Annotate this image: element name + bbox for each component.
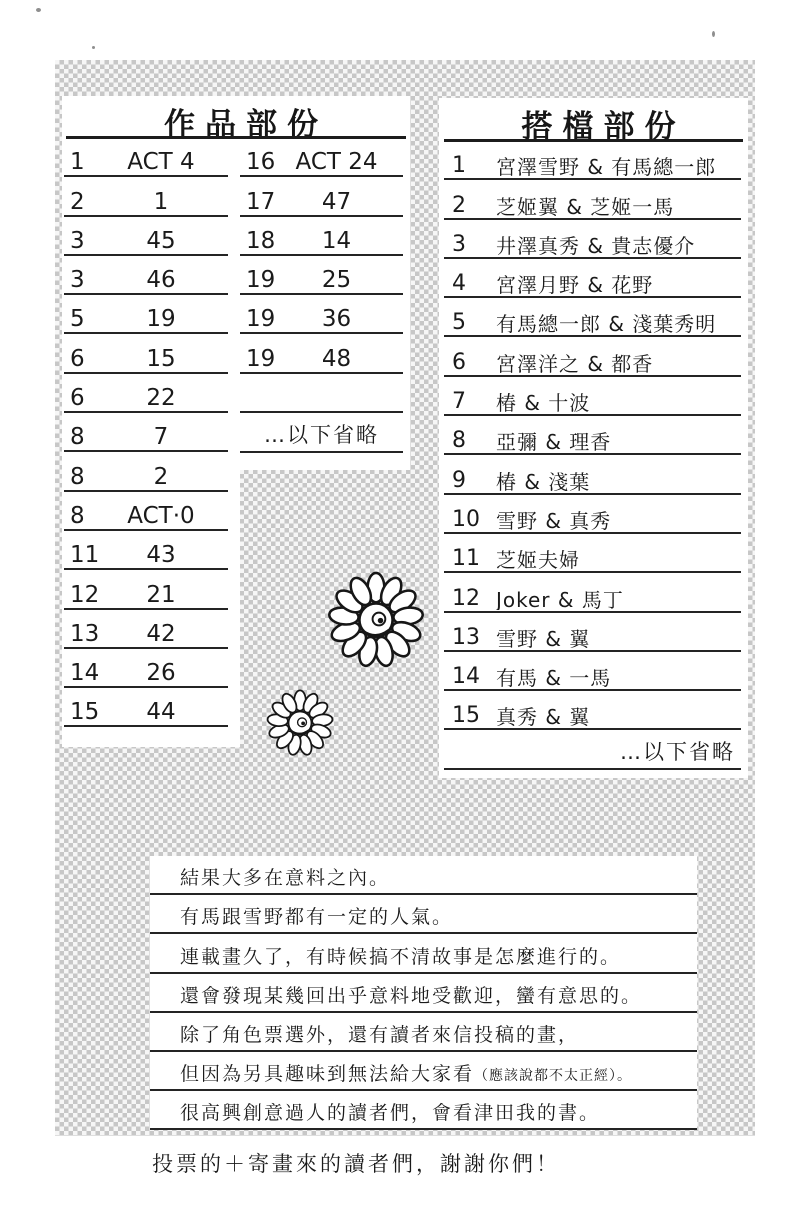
list-row xyxy=(64,295,228,334)
list-row xyxy=(444,377,741,416)
row-number: 19 xyxy=(246,267,276,294)
row-number: 2 xyxy=(70,188,85,215)
list-row xyxy=(64,570,228,609)
comment-text: 除了角色票選外，還有讀者來信投稿的畫， xyxy=(180,1023,580,1046)
comment-line xyxy=(150,1052,697,1091)
row-number: 8 xyxy=(452,428,466,454)
comment-text: 但因為另具趣味到無法給大家看 xyxy=(180,1063,475,1086)
row-value: 42 xyxy=(146,620,176,647)
row-value: ACT 4 xyxy=(127,149,195,176)
row-number: 8 xyxy=(70,424,85,451)
row-number: 3 xyxy=(70,267,85,294)
row-value: 椿 & 淺葉 xyxy=(496,471,591,492)
list-row xyxy=(240,138,403,177)
row-value: 有馬總一郎 & 淺葉秀明 xyxy=(496,314,717,335)
scan-speck xyxy=(92,46,95,49)
row-number: 12 xyxy=(70,581,100,608)
row-value: 7 xyxy=(153,424,169,451)
partners-omitted-note: …以下省略 xyxy=(444,731,741,770)
list-row xyxy=(444,573,741,612)
daisy-flower-doodle-small xyxy=(266,689,334,757)
comment-line xyxy=(150,974,697,1013)
list-row xyxy=(64,688,228,727)
row-value: 15 xyxy=(146,345,176,372)
row-value: 36 xyxy=(321,306,352,333)
list-row xyxy=(444,416,741,455)
row-value: 有馬 & 一馬 xyxy=(496,668,612,689)
list-row xyxy=(444,298,741,337)
row-number: 17 xyxy=(246,188,276,215)
list-row xyxy=(444,455,741,494)
row-number: 7 xyxy=(452,389,466,415)
list-row xyxy=(64,334,228,373)
partners-list xyxy=(444,141,741,730)
row-value: 宮澤洋之 & 都香 xyxy=(496,353,654,374)
row-value: 雪野 & 翼 xyxy=(496,628,591,649)
row-value: 宮澤月野 & 花野 xyxy=(496,275,654,296)
row-value: 25 xyxy=(321,267,352,294)
list-row xyxy=(240,177,403,216)
row-number: 6 xyxy=(70,385,85,412)
comment-line xyxy=(150,934,697,973)
row-value: 真秀 & 翼 xyxy=(496,707,591,728)
list-row xyxy=(64,492,228,531)
comment-text: 很高興創意過人的讀者們，會看津田我的書。 xyxy=(180,1102,601,1125)
list-row xyxy=(444,534,741,573)
footer-caption: 投票的＋寄畫來的讀者們，謝謝你們！ xyxy=(152,1152,560,1176)
list-row xyxy=(444,613,741,652)
list-row xyxy=(444,180,741,219)
list-row xyxy=(444,337,741,376)
list-row xyxy=(64,217,228,256)
row-number: 19 xyxy=(246,345,276,372)
row-value: 芝姬夫婦 xyxy=(496,550,580,571)
list-row xyxy=(444,141,741,180)
list-row xyxy=(64,452,228,491)
list-row xyxy=(240,256,403,295)
list-row xyxy=(444,495,741,534)
row-number: 19 xyxy=(246,306,276,333)
list-row xyxy=(64,649,228,688)
list-row xyxy=(444,652,741,691)
row-value: 雪野 & 真秀 xyxy=(496,510,612,531)
comment-text: 結果大多在意料之內。 xyxy=(180,867,391,890)
row-value: Joker & 馬丁 xyxy=(496,589,624,610)
row-value: ACT 24 xyxy=(295,149,378,176)
row-value: 26 xyxy=(146,660,176,687)
scan-speck xyxy=(712,31,715,37)
list-row xyxy=(64,177,228,216)
row-value: 46 xyxy=(146,267,176,294)
row-value: 45 xyxy=(146,227,176,254)
comment-line xyxy=(150,895,697,934)
row-value: 43 xyxy=(146,542,176,569)
list-row xyxy=(444,691,741,730)
row-value: 宮澤雪野 & 有馬總一郎 xyxy=(496,157,717,178)
row-value: 48 xyxy=(321,345,352,372)
comment-line xyxy=(150,856,697,895)
list-row xyxy=(64,413,228,452)
row-number: 15 xyxy=(70,699,100,726)
list-row xyxy=(64,138,228,177)
works-list-column-a xyxy=(64,138,228,727)
row-number: 10 xyxy=(452,506,480,532)
list-row xyxy=(444,259,741,298)
list-row xyxy=(64,531,228,570)
row-number: 3 xyxy=(452,231,466,257)
row-value: 19 xyxy=(146,306,176,333)
comment-text: 有馬跟雪野都有一定的人氣。 xyxy=(180,906,454,929)
works-list-column-b xyxy=(240,138,403,413)
row-value: ACT·0 xyxy=(127,502,195,529)
row-number: 11 xyxy=(70,542,100,569)
row-number: 11 xyxy=(452,546,480,572)
row-number: 1 xyxy=(70,149,85,176)
row-number: 18 xyxy=(246,227,276,254)
author-comments-block xyxy=(150,856,697,1130)
row-number: 14 xyxy=(70,660,100,687)
row-value: 44 xyxy=(146,699,176,726)
row-number: 15 xyxy=(452,703,480,729)
row-number: 12 xyxy=(452,585,480,611)
list-row xyxy=(444,220,741,259)
daisy-flower-doodle-large xyxy=(327,571,425,669)
list-row xyxy=(64,610,228,649)
row-value: 22 xyxy=(146,385,176,412)
row-number: 6 xyxy=(70,345,85,372)
list-row xyxy=(240,334,403,373)
row-value: 21 xyxy=(146,581,176,608)
row-number: 5 xyxy=(70,306,85,333)
row-number: 13 xyxy=(452,624,480,650)
comment-line xyxy=(150,1091,697,1130)
row-value: 14 xyxy=(321,227,352,254)
works-omitted-note: …以下省略 xyxy=(240,414,403,453)
list-row xyxy=(240,217,403,256)
partners-panel-title: 搭檔部份 xyxy=(521,109,686,145)
row-number: 2 xyxy=(452,192,466,218)
row-value: 1 xyxy=(153,188,169,215)
list-row xyxy=(240,295,403,334)
row-value: 椿 & 十波 xyxy=(496,393,591,414)
row-value: 47 xyxy=(321,188,352,215)
row-number: 3 xyxy=(70,227,85,254)
comment-text: 還會發現某幾回出乎意料地受歡迎，蠻有意思的。 xyxy=(180,984,643,1007)
row-number: 16 xyxy=(246,149,276,176)
list-row xyxy=(64,374,228,413)
list-row xyxy=(240,374,403,413)
row-number: 8 xyxy=(70,502,85,529)
comment-line xyxy=(150,1013,697,1052)
row-number: 4 xyxy=(452,271,466,297)
row-number: 8 xyxy=(70,463,85,490)
row-value: 2 xyxy=(153,463,169,490)
row-number: 5 xyxy=(452,310,466,336)
works-panel-title: 作品部份 xyxy=(164,107,328,143)
row-number: 1 xyxy=(452,153,466,179)
row-value: 亞彌 & 理香 xyxy=(496,432,612,453)
row-number: 13 xyxy=(70,620,100,647)
comment-text: 連載畫久了，有時候搞不清故事是怎麼進行的。 xyxy=(180,945,622,968)
row-number: 9 xyxy=(452,467,466,493)
comment-aside-text: （應該說都不太正經）。 xyxy=(474,1068,633,1085)
row-number: 6 xyxy=(452,349,466,375)
row-number: 14 xyxy=(452,664,480,690)
row-value: 井澤真秀 & 貴志優介 xyxy=(496,235,696,256)
list-row xyxy=(64,256,228,295)
scan-speck xyxy=(36,8,41,12)
row-value: 芝姬翼 & 芝姬一馬 xyxy=(496,196,675,217)
